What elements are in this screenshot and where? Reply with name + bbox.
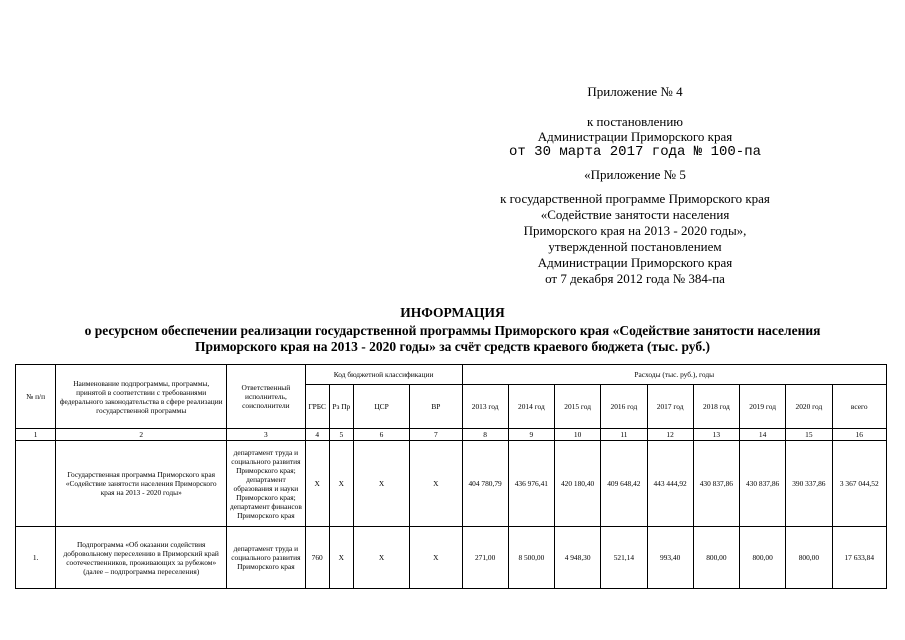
row-value: 409 648,42 [601, 441, 647, 527]
header-year: 2016 год [601, 385, 647, 429]
header-expenses: Расходы (тыс. руб.), годы [462, 365, 887, 385]
row-value: 430 837,86 [740, 441, 786, 527]
table-row [16, 441, 887, 527]
col-number: 5 [329, 429, 353, 441]
col-number: 2 [56, 429, 227, 441]
col-number: 4 [305, 429, 329, 441]
header-year: 2019 год [740, 385, 786, 429]
col-number: 10 [555, 429, 601, 441]
row-name: Государственная программа Приморского края «Содействие занятости населения Приморского края на 2013 - 2020 годы» [56, 441, 227, 527]
col-number: 12 [647, 429, 693, 441]
row-vr: Х [410, 527, 462, 589]
doc-subtitle-1: о ресурсном обеспечении реализации государственной программы Приморского края «Содействие занятости населения [84, 323, 821, 338]
appendix-number: Приложение № 4 [587, 84, 683, 99]
row-grbs: Х [305, 441, 329, 527]
col-number: 13 [693, 429, 739, 441]
program-name-2: Приморского края на 2013 - 2020 годы», [523, 223, 747, 238]
resource-table [15, 364, 887, 589]
col-number: 11 [601, 429, 647, 441]
row-csr: Х [353, 441, 409, 527]
header-grbs: ГРБС [305, 385, 329, 429]
column-number-row [16, 429, 887, 441]
row-value: 271,00 [462, 527, 508, 589]
row-value: 800,00 [740, 527, 786, 589]
row-value: 8 500,00 [508, 527, 554, 589]
col-number: 3 [227, 429, 305, 441]
row-rzpr: Х [329, 441, 353, 527]
header-year: 2013 год [462, 385, 508, 429]
row-total: 17 633,84 [832, 527, 887, 589]
row-vr: Х [410, 441, 462, 527]
col-number: 8 [462, 429, 508, 441]
row-rzpr: Х [329, 527, 353, 589]
row-value: 800,00 [693, 527, 739, 589]
header-vr: ВР [410, 385, 462, 429]
row-value: 443 444,92 [647, 441, 693, 527]
header-rzpr: Рз Пр [329, 385, 353, 429]
program-name-1: «Содействие занятости населения [540, 207, 730, 222]
header-year: 2020 год [786, 385, 832, 429]
row-total: 3 367 044,52 [832, 441, 887, 527]
header-year: 2018 год [693, 385, 739, 429]
row-no [16, 441, 56, 527]
row-value: 993,40 [647, 527, 693, 589]
header-total: всего [832, 385, 887, 429]
col-number: 9 [508, 429, 554, 441]
administration-name: Администрации Приморского края [537, 129, 733, 144]
approved-administration: Администрации Приморского края [537, 255, 733, 270]
header-name: Наименование подпрограммы, программы, принятой в соответствии с требованиями федерального законодательства в сфере реализации государственной программы [56, 365, 227, 429]
header-year: 2014 год [508, 385, 554, 429]
row-value: 4 948,30 [555, 527, 601, 589]
row-name: Подпрограмма «Об оказании содействия добровольному переселению в Приморский край соотечественников, проживающих за рубежом» (далее – подпрограмма переселения) [56, 527, 227, 589]
resolution-date-stamp: от 30 марта 2017 года № 100-па [508, 144, 762, 160]
approved-by: утвержденной постановлением [548, 239, 722, 254]
col-number: 16 [832, 429, 887, 441]
table-row [16, 527, 887, 589]
row-value: 800,00 [786, 527, 832, 589]
col-number: 7 [410, 429, 462, 441]
row-no: 1. [16, 527, 56, 589]
prev-appendix-number: «Приложение № 5 [584, 167, 686, 182]
resolution-ref: к постановлению [586, 114, 684, 129]
col-number: 6 [353, 429, 409, 441]
row-value: 420 180,40 [555, 441, 601, 527]
row-value: 404 780,79 [462, 441, 508, 527]
row-value: 521,14 [601, 527, 647, 589]
header-executor: Ответственный исполнитель, соисполнители [227, 365, 305, 429]
header-year: 2017 год [647, 385, 693, 429]
row-value: 390 337,86 [786, 441, 832, 527]
header-no: № п/п [16, 365, 56, 429]
col-number: 14 [740, 429, 786, 441]
row-executor: департамент труда и социального развития Приморского края; департамент образования и науки Приморского края; департамент финансов Приморского края [227, 441, 305, 527]
header-year: 2015 год [555, 385, 601, 429]
col-number: 15 [786, 429, 832, 441]
header-csr: ЦСР [353, 385, 409, 429]
approved-date: от 7 декабря 2012 года № 384-па [545, 271, 725, 286]
row-value: 430 837,86 [693, 441, 739, 527]
row-csr: Х [353, 527, 409, 589]
program-ref: к государственной программе Приморского края [500, 191, 770, 206]
row-executor: департамент труда и социального развития Приморского края [227, 527, 305, 589]
col-number: 1 [16, 429, 56, 441]
header-budget-code: Код бюджетной классификации [305, 365, 462, 385]
doc-subtitle-2: Приморского края на 2013 - 2020 годы» за счёт средств краевого бюджета (тыс. руб.) [194, 339, 710, 354]
row-value: 436 976,41 [508, 441, 554, 527]
row-grbs: 760 [305, 527, 329, 589]
doc-title: ИНФОРМАЦИЯ [400, 305, 505, 320]
